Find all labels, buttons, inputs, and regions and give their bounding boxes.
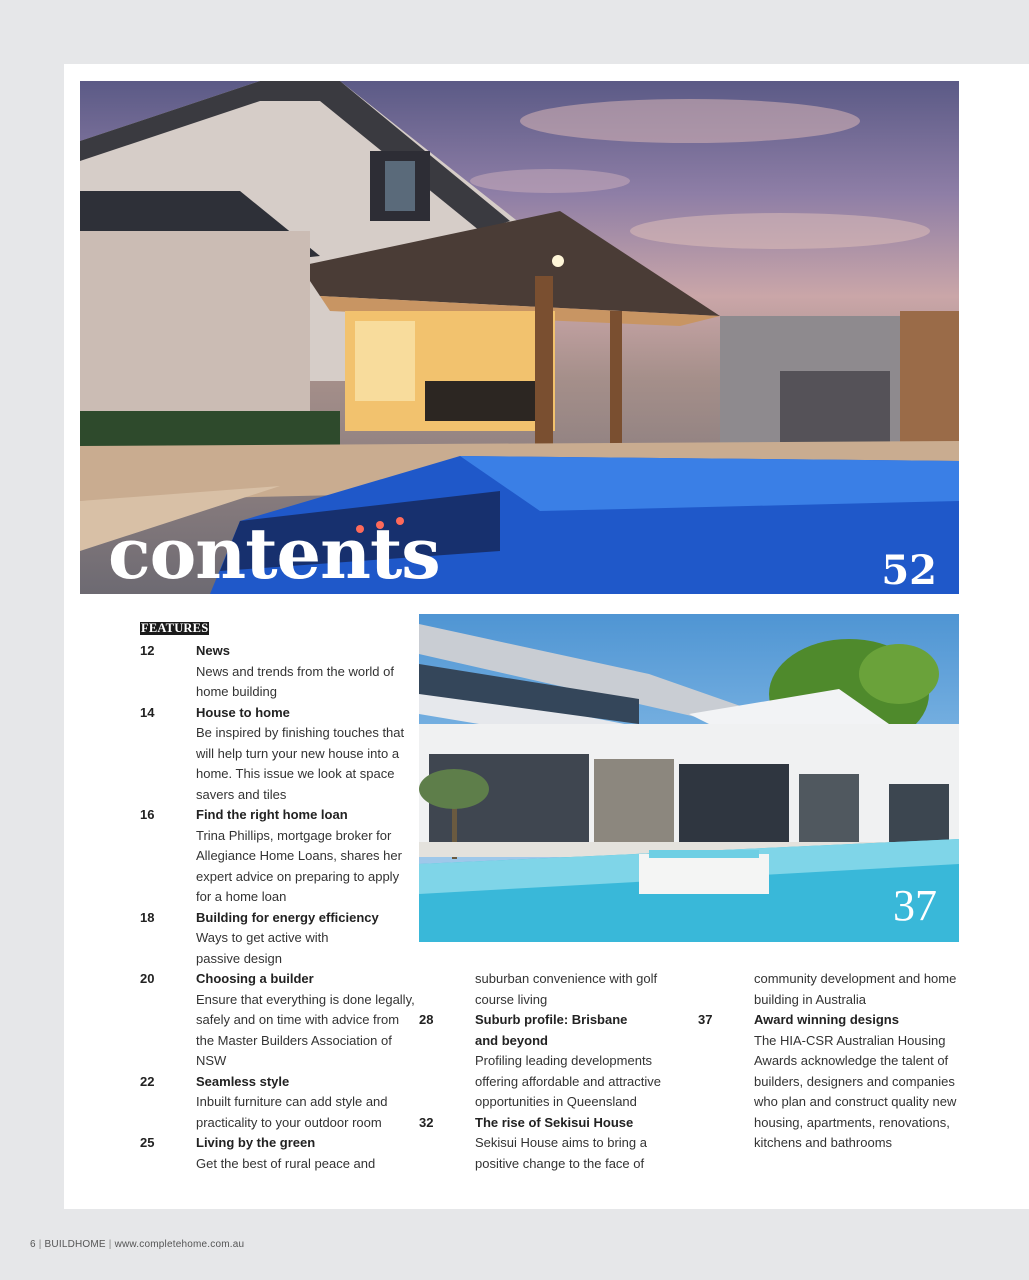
toc-entry-description: Ensure that everything is done legally, safely and on time with advice from the Master Builders Association of NSW [196,991,415,1068]
toc-continued-text: suburban convenience with golf course living [475,971,658,1007]
contents-title: contents [108,512,440,594]
hero-photo [80,81,959,594]
toc-entry-title: The rise of Sekisui House [475,1114,634,1130]
toc-entry-description: Trina Phillips, mortgage broker for Allegiance Home Loans, shares her expert advice on preparing to apply for a home loan [196,827,402,904]
modern-house-pool-illustration [419,614,959,942]
toc-entry-description: Profiling leading developments offering affordable and attractive opportunities in Queensland [475,1053,661,1109]
toc-entry-description: Sekisui House aims to bring a positive change to the face of [475,1135,647,1171]
toc-entry-title: Find the right home loan [196,807,348,822]
toc-page-number: 22 [140,1073,155,1089]
toc-entry[interactable] [698,1010,968,1154]
toc-page-number: 25 [140,1135,155,1150]
toc-entry-description: The HIA-CSR Australian Housing Awards acknowledge the talent of builders, designers and companies who plan and construct quality new housing, apartments, renovations, kitchens and bathrooms [754,1032,957,1150]
photo2-page-number: 37 [893,881,937,930]
toc-entry[interactable] [140,969,415,1072]
toc-entry[interactable] [140,1133,415,1174]
toc-entry[interactable] [140,908,415,970]
toc-entry[interactable] [140,1072,415,1134]
toc-entry-description: Inbuilt furniture can add style and practicality to your outdoor room [196,1094,388,1130]
toc-entry[interactable] [419,1113,679,1175]
toc-entry-description: Get the best of rural peace and [196,1155,376,1171]
toc-page-number: 28 [419,1012,434,1027]
toc-entry-description: Be inspired by finishing touches that will help turn your new house into a home. This issue we look at space savers and tiles [196,725,405,802]
toc-page-number: 12 [140,643,155,658]
toc-page-number: 20 [140,971,155,986]
footer-url[interactable]: www.completehome.com.au [114,1239,245,1250]
toc-entry-description: News and trends from the world of home building [196,663,394,699]
toc-column-2 [419,969,679,1174]
footer-page-number: 6 [30,1239,36,1250]
toc-column-1 [140,641,415,1174]
toc-entry-description: Ways to get active with passive design [196,930,329,966]
toc-entry-title: Building for energy efficiency [196,909,379,925]
toc-page-number: 32 [419,1114,434,1130]
page-footer: 6 | BUILDHOME | www.completehome.com.au [30,1239,245,1250]
toc-entry-title: Seamless style [196,1073,290,1089]
hero-page-number: 52 [881,547,937,594]
toc-page-number: 37 [698,1012,713,1027]
secondary-photo [419,614,959,942]
toc-continued-text: community development and home building in Australia [754,971,957,1007]
toc-entry-title: House to home [196,704,290,720]
toc-page-number: 18 [140,909,155,925]
toc-entry-title: Living by the green [196,1135,316,1150]
toc-entry-title: Award winning designs [754,1012,899,1027]
toc-column-3 [698,969,968,1154]
features-heading: FEATURES [141,621,209,635]
toc-entry-title: Choosing a builder [196,971,314,986]
toc-entry-title: Suburb profile: Brisbane and beyond [475,1012,628,1048]
toc-page-number: 14 [140,704,155,720]
footer-magazine-name: BUILDHOME [44,1239,106,1250]
toc-page-number: 16 [140,807,155,822]
toc-entry-title: News [196,643,230,658]
toc-entry[interactable] [140,805,415,908]
toc-entry[interactable] [140,641,415,703]
toc-entry[interactable] [140,703,415,806]
toc-entry[interactable] [419,1010,679,1113]
